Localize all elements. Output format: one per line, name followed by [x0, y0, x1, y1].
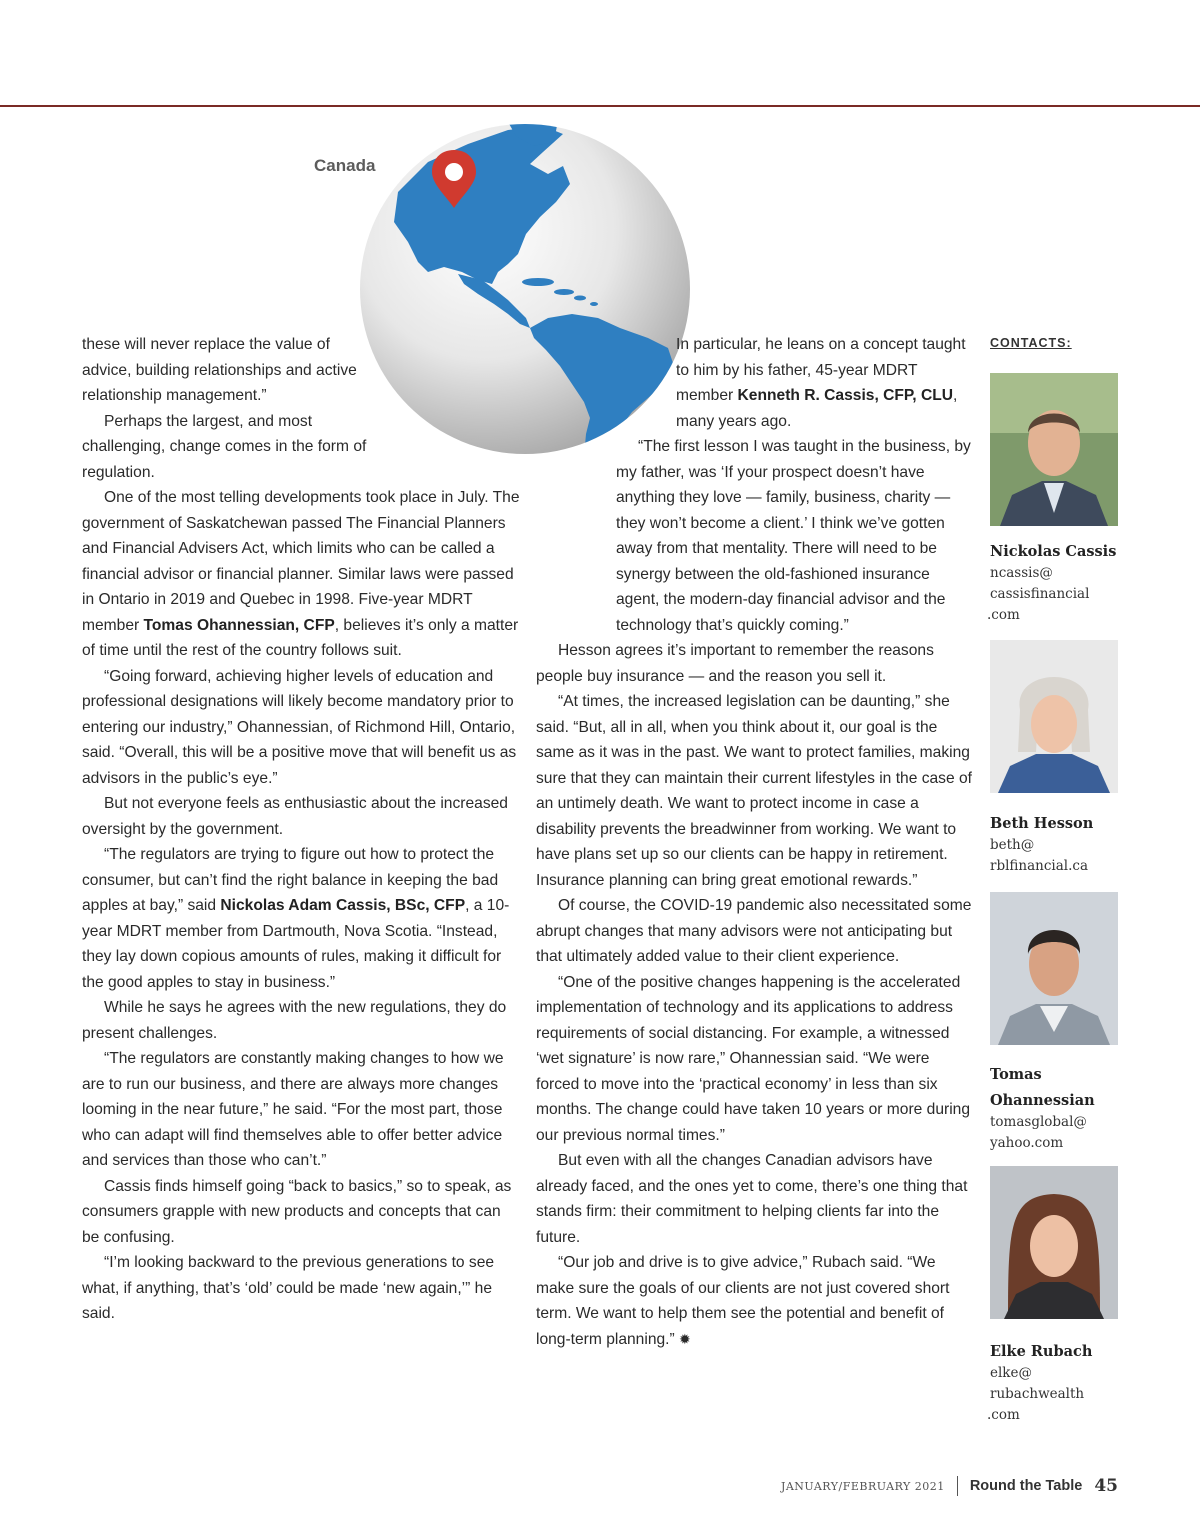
- contact-name: Beth Hesson: [990, 815, 1094, 832]
- paragraph: Of course, the COVID-19 pandemic also necessitated some abrupt changes that many advisors were not anticipating but that ultimately added value to their client experience.: [536, 897, 972, 965]
- contact-email: tomasglobal@ yahoo.com: [990, 1114, 1087, 1151]
- paragraph: But even with all the changes Canadian advisors have already faced, and the ones yet to come, there’s one thing that stands firm: their commitment to helping clients far into the future.: [536, 1152, 968, 1246]
- page-footer: [781, 1476, 1118, 1496]
- publication-name: Round the Table: [969, 1478, 1083, 1494]
- end-mark-icon: ✹: [679, 1330, 691, 1347]
- paragraph: “I’m looking backward to the previous generations to see what, if anything, that’s ‘old’ could be made ‘new again,’” he said.: [82, 1254, 495, 1322]
- paragraph: One of the most telling developments took place in July. The government of Saskatchewan passed The Financial Planners and Financial Advisers Act, which limits who can be called a financial advisor or financial planner. Similar laws were passed in Ontario in 2019 and Quebec in 1998. Five-year MDRT member Tomas Ohannessian, CFP, believes it’s only a matter of time until the rest of the country follows suit.: [82, 489, 520, 659]
- avatar: [990, 373, 1118, 526]
- top-rule: [0, 105, 1200, 107]
- paragraph: But not everyone feels as enthusiastic about the increased oversight by the government.: [82, 795, 508, 838]
- contacts-heading: CONTACTS:: [990, 336, 1072, 350]
- avatar: [990, 892, 1118, 1045]
- avatar: [990, 640, 1118, 793]
- paragraph: Perhaps the largest, and most challenging, change comes in the form of regulation.: [82, 412, 367, 481]
- paragraph: “Going forward, achieving higher levels of education and professional designations will likely become mandatory prior to entering our industry,” Ohannessian, of Richmond Hill, Ontario, said. “Overall, this will be a positive move that will benefit us as advisors in the public’s eye.”: [82, 667, 517, 787]
- paragraph: In particular, he leans on a concept taught to him by his father, 45-year MDRT member Kenneth R. Cassis, CFP, CLU, many years ago.: [676, 336, 966, 430]
- article-column-right: [536, 332, 976, 1352]
- paragraph: “Our job and drive is to give advice,” Rubach said. “We make sure the goals of our clients are not just covered short term. We want to help them see the potential and benefit of long-term planning.” ✹: [536, 1254, 950, 1348]
- paragraph: Cassis finds himself going “back to basics,” so to speak, as consumers grapple with new products and concepts that can be confusing.: [82, 1177, 512, 1246]
- paragraph: “The first lesson I was taught in the business, by my father, was ‘If your prospect doesn’t have anything they love — family, business, charity — they won’t become a client.’ I think we’ve gotten away from that mentality. There will need to be synergy between the old-fashioned insurance agent, the modern-day financial advisor and the technology that’s quickly coming.”: [616, 438, 971, 634]
- globe-label: Canada: [314, 156, 376, 175]
- contact-name: Nickolas Cassis: [990, 543, 1117, 560]
- contact-name: Elke Rubach: [990, 1343, 1093, 1360]
- paragraph: these will never replace the value of advice, building relationships and active relationship management.”: [82, 336, 357, 404]
- paragraph: “The regulators are trying to figure out how to protect the consumer, but can’t find the right balance in keeping the bad apples at bay,” said Nickolas Adam Cassis, BSc, CFP, a 10-year MDRT member from Dartmouth, Nova Scotia. “Instead, they lay down copious amounts of rules, making it difficult for the good apples to stay in business.”: [82, 846, 510, 991]
- article-column-left: [82, 332, 522, 1327]
- contact-name: Tomas Ohannessian: [990, 1066, 1095, 1109]
- paragraph: Hesson agrees it’s important to remember the reasons people buy insurance — and the reason you sell it.: [536, 642, 934, 685]
- contact-email: beth@ rblfinancial.ca: [990, 837, 1089, 874]
- footer-divider: [957, 1476, 958, 1496]
- contact-email: elke@ rubachwealth .com: [987, 1365, 1085, 1423]
- paragraph: “The regulators are constantly making changes to how we are to run our business, and there are always more changes looming in the near future,” he said. “For the most part, those who can adapt will find themselves able to offer better advice and services than those who can’t.”: [82, 1050, 504, 1169]
- paragraph: “One of the positive changes happening is the accelerated implementation of technology and its applications to address requirements of social distancing. For example, a witnessed ‘wet signature’ is now rare,” Ohannessian said. “We were forced to move into the ‘practical economy’ in less than six months. The change could have taken 10 years or more during our previous normal times.”: [536, 973, 970, 1144]
- contact-email: ncassis@ cassisfinancial .com: [987, 565, 1090, 623]
- issue-date: JANUARY/FEBRUARY 2021: [780, 1479, 945, 1493]
- page-number: 45: [1094, 1476, 1118, 1496]
- paragraph: “At times, the increased legislation can be daunting,” she said. “But, all in all, when you think about it, our goal is the same as it was in the past. We want to protect families, making sure that they can maintain their current lifestyles in the case of an untimely death. We want to protect income in case a disability prevents the breadwinner from working. We want to have plans set up so our clients can be happy in retirement. Insurance planning can bring great emotional rewards.”: [536, 693, 972, 889]
- avatar: [990, 1166, 1118, 1319]
- paragraph: While he says he agrees with the new regulations, they do present challenges.: [82, 999, 507, 1042]
